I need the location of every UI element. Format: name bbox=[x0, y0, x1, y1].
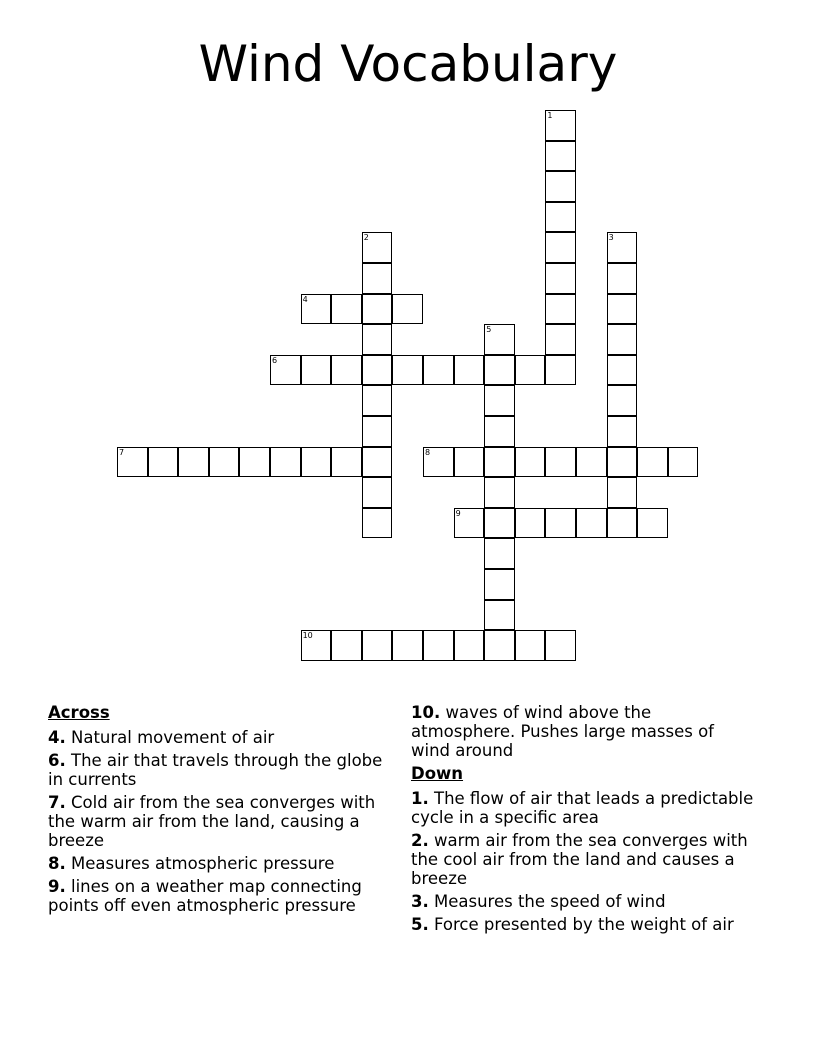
grid-cell[interactable] bbox=[515, 630, 546, 661]
grid-cell[interactable] bbox=[270, 355, 301, 386]
clue-text: waves of wind above the atmosphere. Pushes large masses of wind around bbox=[411, 703, 714, 760]
grid-cell[interactable] bbox=[362, 294, 393, 325]
grid-cell[interactable] bbox=[607, 294, 638, 325]
across-heading: Across bbox=[48, 703, 110, 722]
grid-cell[interactable] bbox=[362, 263, 393, 294]
grid-cell[interactable] bbox=[607, 447, 638, 478]
down-clue-2 bbox=[411, 831, 756, 888]
grid-cell[interactable] bbox=[301, 355, 332, 386]
grid-cell[interactable] bbox=[576, 447, 607, 478]
clue-number-label: 4 bbox=[302, 294, 308, 304]
grid-cell[interactable] bbox=[484, 416, 515, 447]
grid-cell[interactable] bbox=[607, 508, 638, 539]
down-clue-5 bbox=[411, 915, 756, 934]
grid-cell[interactable] bbox=[178, 447, 209, 478]
grid-cell[interactable] bbox=[515, 508, 546, 539]
grid-cell[interactable] bbox=[362, 355, 393, 386]
clue-number-label: 6 bbox=[272, 355, 278, 365]
grid-cell[interactable] bbox=[423, 630, 454, 661]
grid-cell[interactable] bbox=[545, 141, 576, 172]
grid-cell[interactable] bbox=[423, 447, 454, 478]
across-clue-4 bbox=[48, 728, 393, 747]
puzzle-title: Wind Vocabulary bbox=[198, 35, 618, 93]
grid-cell[interactable] bbox=[484, 355, 515, 386]
grid-cell[interactable] bbox=[362, 447, 393, 478]
grid-cell[interactable] bbox=[484, 508, 515, 539]
clues-column-left bbox=[48, 703, 393, 919]
grid-cell[interactable] bbox=[362, 385, 393, 416]
across-clue-10 bbox=[411, 703, 756, 760]
grid-cell[interactable] bbox=[484, 538, 515, 569]
grid-cell[interactable] bbox=[607, 477, 638, 508]
clue-number-label: 1 bbox=[547, 111, 553, 120]
grid-cell[interactable] bbox=[362, 630, 393, 661]
clue-number: 9. bbox=[48, 877, 66, 896]
clue-number-label: 5 bbox=[486, 325, 492, 335]
grid-cell[interactable] bbox=[454, 508, 485, 539]
grid-cell[interactable] bbox=[545, 508, 576, 539]
grid-cell[interactable] bbox=[362, 324, 393, 355]
clue-number-label: 3 bbox=[608, 233, 614, 243]
clue-text: Measures atmospheric pressure bbox=[71, 854, 335, 873]
clue-text: Natural movement of air bbox=[71, 728, 275, 747]
grid-cell[interactable] bbox=[331, 355, 362, 386]
grid-cell[interactable] bbox=[484, 600, 515, 631]
grid-cell[interactable] bbox=[545, 202, 576, 233]
grid-cell[interactable] bbox=[392, 294, 423, 325]
grid-cell[interactable] bbox=[454, 447, 485, 478]
clue-number: 5. bbox=[411, 915, 429, 934]
grid-cell[interactable] bbox=[423, 355, 454, 386]
grid-cell[interactable] bbox=[301, 630, 332, 661]
grid-cell[interactable] bbox=[301, 294, 332, 325]
across-clue-6 bbox=[48, 751, 393, 789]
clue-text: The air that travels through the globe in currents bbox=[48, 751, 383, 789]
grid-cell[interactable] bbox=[331, 294, 362, 325]
grid-cell[interactable] bbox=[362, 232, 393, 263]
clue-number-label: 9 bbox=[455, 508, 461, 518]
clue-number: 3. bbox=[411, 892, 429, 911]
grid-cell[interactable] bbox=[331, 630, 362, 661]
clue-number: 10. bbox=[411, 703, 441, 722]
grid-cell[interactable] bbox=[607, 385, 638, 416]
across-clue-7 bbox=[48, 793, 393, 850]
grid-cell[interactable] bbox=[362, 508, 393, 539]
clue-number: 8. bbox=[48, 854, 66, 873]
grid-cell[interactable] bbox=[362, 416, 393, 447]
grid-cell[interactable] bbox=[576, 508, 607, 539]
clue-number-label: 2 bbox=[363, 233, 369, 243]
grid-cell[interactable] bbox=[545, 110, 576, 141]
grid-cell[interactable] bbox=[545, 263, 576, 294]
clue-number: 1. bbox=[411, 789, 429, 808]
clue-text: warm air from the sea converges with the cool air from the land and causes a breeze bbox=[411, 831, 748, 888]
clue-text: The flow of air that leads a predictable cycle in a specific area bbox=[411, 789, 754, 827]
grid-cell[interactable] bbox=[515, 447, 546, 478]
across-clue-9 bbox=[48, 877, 393, 915]
grid-cell[interactable] bbox=[545, 447, 576, 478]
grid-cell[interactable] bbox=[484, 324, 515, 355]
grid-cell[interactable] bbox=[607, 324, 638, 355]
grid-cell[interactable] bbox=[454, 630, 485, 661]
grid-cell[interactable] bbox=[301, 447, 332, 478]
grid-cell[interactable] bbox=[668, 447, 699, 478]
clue-text: Measures the speed of wind bbox=[434, 892, 666, 911]
clue-text: Cold air from the sea converges with the warm air from the land, causing a breeze bbox=[48, 793, 376, 850]
grid-cell[interactable] bbox=[545, 232, 576, 263]
grid-cell[interactable] bbox=[484, 477, 515, 508]
grid-cell[interactable] bbox=[484, 569, 515, 600]
grid-cell[interactable] bbox=[454, 355, 485, 386]
grid-cell[interactable] bbox=[270, 447, 301, 478]
clue-text: lines on a weather map connecting points off even atmospheric pressure bbox=[48, 877, 362, 915]
grid-cell[interactable] bbox=[545, 355, 576, 386]
clues-column-right bbox=[411, 703, 756, 938]
grid-cell[interactable] bbox=[637, 508, 668, 539]
grid-cell[interactable] bbox=[484, 630, 515, 661]
grid-cell[interactable] bbox=[545, 171, 576, 202]
clue-text: Force presented by the weight of air bbox=[434, 915, 734, 934]
grid-cell[interactable] bbox=[607, 232, 638, 263]
grid-cell[interactable] bbox=[239, 447, 270, 478]
clue-number: 6. bbox=[48, 751, 66, 770]
grid-cell[interactable] bbox=[392, 355, 423, 386]
grid-cell[interactable] bbox=[209, 447, 240, 478]
clue-number: 7. bbox=[48, 793, 66, 812]
grid-cell[interactable] bbox=[515, 355, 546, 386]
clue-number-label: 10 bbox=[302, 631, 313, 641]
grid-cell[interactable] bbox=[545, 294, 576, 325]
grid-cell[interactable] bbox=[607, 263, 638, 294]
grid-cell[interactable] bbox=[484, 447, 515, 478]
grid-cell[interactable] bbox=[484, 385, 515, 416]
grid-cell[interactable] bbox=[392, 630, 423, 661]
down-clue-1 bbox=[411, 789, 756, 827]
down-clue-3 bbox=[411, 892, 756, 911]
across-clue-8 bbox=[48, 854, 393, 873]
grid-cell[interactable] bbox=[607, 355, 638, 386]
grid-cell[interactable] bbox=[545, 630, 576, 661]
grid-cell[interactable] bbox=[331, 447, 362, 478]
grid-cell[interactable] bbox=[545, 324, 576, 355]
grid-cell[interactable] bbox=[362, 477, 393, 508]
clue-number-label: 7 bbox=[119, 447, 125, 457]
grid-cell[interactable] bbox=[117, 447, 148, 478]
grid-cell[interactable] bbox=[637, 447, 668, 478]
clue-number-label: 8 bbox=[425, 447, 431, 457]
grid-cell[interactable] bbox=[607, 416, 638, 447]
clue-number: 2. bbox=[411, 831, 429, 850]
grid-cell[interactable] bbox=[148, 447, 179, 478]
clue-number: 4. bbox=[48, 728, 66, 747]
down-heading: Down bbox=[411, 764, 464, 783]
